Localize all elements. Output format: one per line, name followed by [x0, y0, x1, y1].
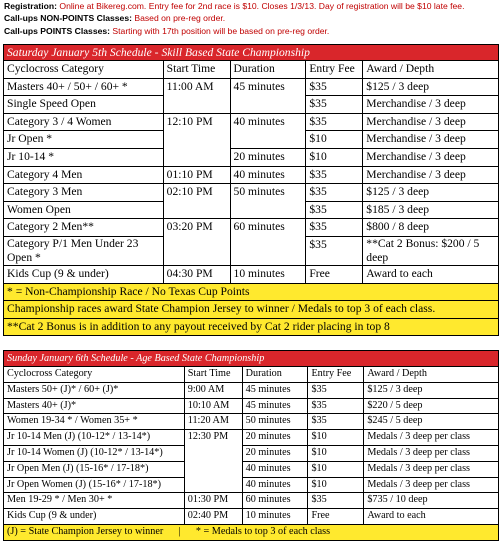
entry-fee-cell: $35 — [306, 184, 363, 202]
category-cell: Masters 40+ (J)* — [4, 398, 185, 414]
award-cell: $800 / 8 deep — [363, 219, 499, 237]
category-cell: Category 3 Men — [4, 184, 164, 202]
award-cell: Medals / 3 deep per class — [364, 430, 499, 446]
table-row — [4, 166, 499, 184]
award-cell: $245 / 5 deep — [364, 414, 499, 430]
column-header: Duration — [230, 61, 306, 79]
cat2-bonus-note: **Cat 2 Bonus is in addition to any payout received by Cat 2 rider placing in top 8 — [4, 318, 499, 336]
registration-info — [0, 0, 501, 37]
duration-cell: 40 minutes — [242, 461, 308, 477]
sunday-footer-note: (J) = State Champion Jersey to winner | * = Medals to top 3 of each class — [4, 524, 499, 540]
award-cell: $125 / 3 deep — [363, 78, 499, 96]
nonpoints-line — [4, 12, 501, 24]
nonpoints-text: Based on pre-reg order. — [134, 13, 226, 24]
registration-label: Registration: — [4, 1, 57, 11]
duration-cell: 20 minutes — [242, 430, 308, 446]
duration-cell: 60 minutes — [230, 219, 306, 266]
table-row — [4, 493, 499, 509]
category-cell: Category P/1 Men Under 23 Open * — [4, 236, 164, 265]
category-cell: Kids Cup (9 & under) — [4, 265, 164, 283]
duration-cell: 20 minutes — [242, 445, 308, 461]
column-header: Start Time — [184, 367, 242, 383]
category-cell: Category 3 / 4 Women — [4, 113, 164, 131]
table-row — [4, 461, 499, 477]
award-cell: Medals / 3 deep per class — [364, 445, 499, 461]
column-header: Entry Fee — [308, 367, 364, 383]
duration-cell: 40 minutes — [230, 166, 306, 184]
duration-cell: 40 minutes — [230, 113, 306, 148]
non-championship-note: * = Non-Championship Race / No Texas Cup Points — [4, 283, 499, 301]
duration-cell: 45 minutes — [242, 398, 308, 414]
start-time-cell: 11:00 AM — [163, 78, 230, 113]
points-text: Starting with 17th position will be based on pre-reg order. — [112, 25, 330, 36]
column-header: Duration — [242, 367, 308, 383]
table-row — [4, 509, 499, 525]
saturday-header-row — [4, 61, 499, 79]
award-cell: $185 / 3 deep — [363, 201, 499, 219]
entry-fee-cell: $35 — [306, 96, 363, 114]
category-cell: Masters 40+ / 50+ / 60+ * — [4, 78, 164, 96]
table-row — [4, 445, 499, 461]
award-cell: Medals / 3 deep per class — [364, 461, 499, 477]
entry-fee-cell: Free — [308, 509, 364, 525]
category-cell: Jr 10-14 Women (J) (10-12* / 13-14*) — [4, 445, 185, 461]
column-header: Entry Fee — [306, 61, 363, 79]
award-cell: **Cat 2 Bonus: $200 / 5 deep — [363, 236, 499, 265]
column-header: Cyclocross Category — [4, 61, 164, 79]
start-time-cell: 9:00 AM — [184, 382, 242, 398]
entry-fee-cell: $10 — [308, 445, 364, 461]
registration-text: Online at Bikereg.com. Entry fee for 2nd race is $10. Closes 1/3/13. Day of registration will be $10 late fee. — [59, 1, 465, 11]
registration-line — [4, 0, 501, 12]
table-row — [4, 148, 499, 166]
category-cell: Jr Open Women (J) (15-16* / 17-18*) — [4, 477, 185, 493]
column-header: Start Time — [163, 61, 230, 79]
entry-fee-cell: $35 — [308, 493, 364, 509]
entry-fee-cell: $35 — [306, 219, 363, 237]
award-cell: Merchandise / 3 deep — [363, 96, 499, 114]
table-row — [4, 265, 499, 283]
award-cell: Merchandise / 3 deep — [363, 148, 499, 166]
category-cell: Category 2 Men** — [4, 219, 164, 237]
category-cell: Masters 50+ (J)* / 60+ (J)* — [4, 382, 185, 398]
entry-fee-cell: $10 — [308, 430, 364, 446]
entry-fee-cell: $35 — [308, 414, 364, 430]
sunday-schedule-table — [3, 350, 499, 541]
duration-cell: 45 minutes — [242, 382, 308, 398]
entry-fee-cell: $35 — [306, 113, 363, 131]
entry-fee-cell: $35 — [306, 78, 363, 96]
table-row — [4, 78, 499, 96]
sunday-title: Sunday January 6th Schedule - Age Based State Championship — [4, 351, 499, 367]
category-cell: Jr Open Men (J) (15-16* / 17-18*) — [4, 461, 185, 477]
nonpoints-label: Call-ups NON-POINTS Classes: — [4, 13, 132, 24]
column-header: Award / Depth — [364, 367, 499, 383]
category-cell: Jr 10-14 Men (J) (10-12* / 13-14*) — [4, 430, 185, 446]
award-cell: Merchandise / 3 deep — [363, 113, 499, 131]
award-cell: Award to each — [363, 265, 499, 283]
award-cell: Merchandise / 3 deep — [363, 166, 499, 184]
duration-cell: 50 minutes — [230, 184, 306, 219]
duration-cell: 40 minutes — [242, 477, 308, 493]
entry-fee-cell: $35 — [308, 382, 364, 398]
award-cell: Merchandise / 3 deep — [363, 131, 499, 149]
table-row — [4, 219, 499, 237]
duration-cell: 10 minutes — [230, 265, 306, 283]
saturday-schedule-table — [3, 44, 499, 336]
entry-fee-cell: $35 — [306, 166, 363, 184]
entry-fee-cell: $10 — [306, 148, 363, 166]
start-time-cell: 02:40 PM — [184, 509, 242, 525]
award-cell: Award to each — [364, 509, 499, 525]
duration-cell: 20 minutes — [230, 148, 306, 166]
start-time-cell: 01:10 PM — [163, 166, 230, 184]
points-line — [4, 25, 501, 37]
table-row — [4, 382, 499, 398]
category-cell: Category 4 Men — [4, 166, 164, 184]
duration-cell: 50 minutes — [242, 414, 308, 430]
start-time-cell: 01:30 PM — [184, 493, 242, 509]
award-cell: $220 / 5 deep — [364, 398, 499, 414]
table-row — [4, 414, 499, 430]
saturday-title: Saturday January 5th Schedule - Skill Based State Championship — [4, 45, 499, 61]
award-cell: $125 / 3 deep — [363, 184, 499, 202]
entry-fee-cell: $35 — [306, 236, 363, 265]
start-time-cell: 12:10 PM — [163, 113, 230, 166]
table-row — [4, 113, 499, 131]
start-time-cell: 02:10 PM — [163, 184, 230, 219]
duration-cell: 60 minutes — [242, 493, 308, 509]
category-cell: Men 19-29 * / Men 30+ * — [4, 493, 185, 509]
championship-awards-note: Championship races award State Champion Jersey to winner / Medals to top 3 of each class. — [4, 301, 499, 319]
category-cell: Jr Open * — [4, 131, 164, 149]
points-label: Call-ups POINTS Classes: — [4, 25, 111, 36]
start-time-cell: 03:20 PM — [163, 219, 230, 266]
duration-cell: 10 minutes — [242, 509, 308, 525]
award-cell: Medals / 3 deep per class — [364, 477, 499, 493]
entry-fee-cell: $10 — [308, 477, 364, 493]
duration-cell: 45 minutes — [230, 78, 306, 113]
category-cell: Kids Cup (9 & under) — [4, 509, 185, 525]
table-row — [4, 477, 499, 493]
entry-fee-cell: $35 — [306, 201, 363, 219]
category-cell: Jr 10-14 * — [4, 148, 164, 166]
entry-fee-cell: Free — [306, 265, 363, 283]
category-cell: Single Speed Open — [4, 96, 164, 114]
start-time-cell: 04:30 PM — [163, 265, 230, 283]
category-cell: Women Open — [4, 201, 164, 219]
award-cell: $735 / 10 deep — [364, 493, 499, 509]
start-time-cell: 11:20 AM — [184, 414, 242, 430]
entry-fee-cell: $35 — [308, 398, 364, 414]
table-row — [4, 430, 499, 446]
category-cell: Women 19-34 * / Women 35+ * — [4, 414, 185, 430]
award-cell: $125 / 3 deep — [364, 382, 499, 398]
sunday-header-row — [4, 367, 499, 383]
start-time-cell: 10:10 AM — [184, 398, 242, 414]
column-header: Cyclocross Category — [4, 367, 185, 383]
entry-fee-cell: $10 — [306, 131, 363, 149]
table-row — [4, 184, 499, 202]
entry-fee-cell: $10 — [308, 461, 364, 477]
start-time-cell: 12:30 PM — [184, 430, 242, 493]
column-header: Award / Depth — [363, 61, 499, 79]
table-row — [4, 398, 499, 414]
